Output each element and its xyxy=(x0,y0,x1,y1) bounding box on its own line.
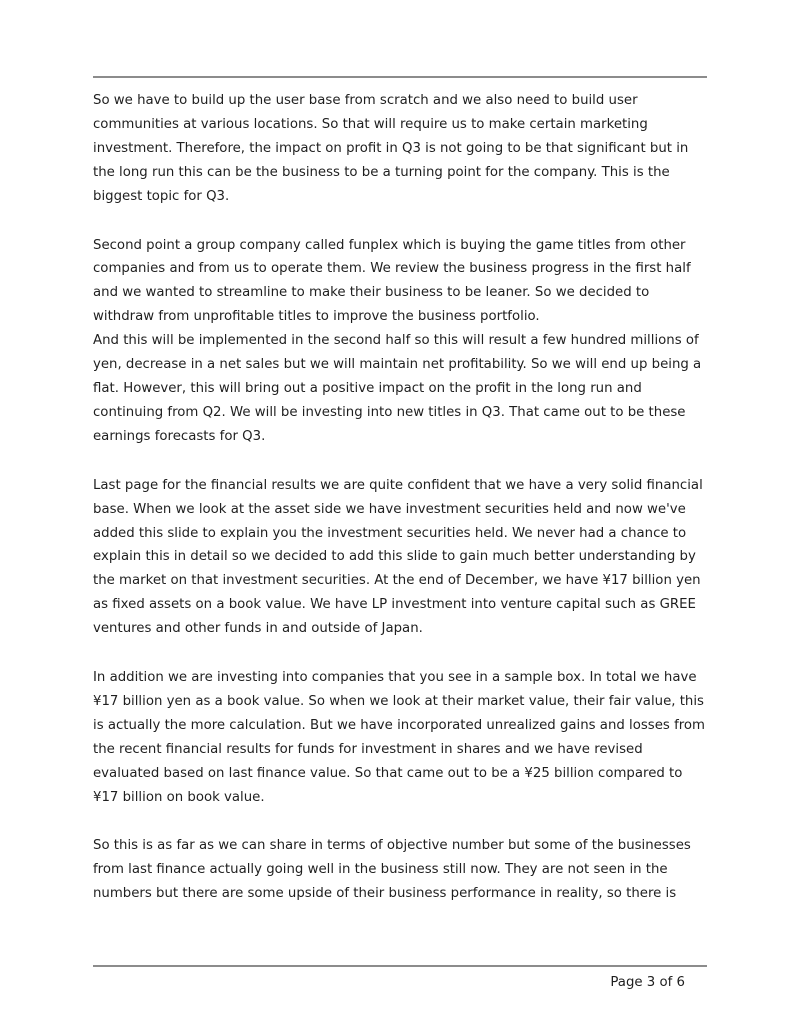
paragraph: Second point a group company called funplex which is buying the game titles from other companies and from us to operate them. We review the business progress in the first half and we wanted to streamline to make their business to be leaner. So we decided to withdraw from unprofitable titles to improve the business portfolio. xyxy=(93,237,691,325)
paragraph: And this will be implemented in the second half so this will result a few hundred millions of yen, decrease in a net sales but we will maintain net profitability. So we will end up being a flat. However, this will bring out a positive impact on the profit in the long run and continuing from Q2. We will be investing into new titles in Q3. That came out to be these earnings forecasts for Q3. xyxy=(93,333,702,444)
paragraph: So we have to build up the user base from scratch and we also need to build user communities at various locations. So that will require us to make certain marketing investment. Therefore, the impact on profit in Q3 is not going to be that significant but in the long run this can be the business to be a turning point for the company. This is the biggest topic for Q3. xyxy=(93,93,689,204)
header-rule xyxy=(93,76,707,78)
page-number: Page 3 of 6 xyxy=(610,975,685,990)
paragraph: In addition we are investing into companies that you see in a sample box. In total we have ¥17 billion yen as a book value. So when we look at their market value, their fair value, this is actually the more calculation. But we have incorporated unrealized gains and losses from the recent financial results for funds for investment in shares and we have revised evaluated based on last finance value. So that came out to be a ¥25 billion compared to ¥17 billion on book value. xyxy=(93,670,706,805)
footer-rule xyxy=(93,965,707,967)
paragraph: So this is as far as we can share in terms of objective number but some of the businesses from last finance actually going well in the business still now. They are not seen in the numbers but there are some upside of their business performance in reality, so there is xyxy=(93,838,691,902)
document-body xyxy=(93,89,709,906)
paragraph: Last page for the financial results we are quite confident that we have a very solid financial base. When we look at the asset side we have investment securities held and now we've added this slide to explain you the investment securities held. We never had a chance to explain this in detail so we decided to add this slide to gain much better understanding by the market on that investment securities. At the end of December, we have ¥17 billion yen as fixed assets on a book value. We have LP investment into venture capital such as GREE ventures and other funds in and outside of Japan. xyxy=(93,477,703,637)
